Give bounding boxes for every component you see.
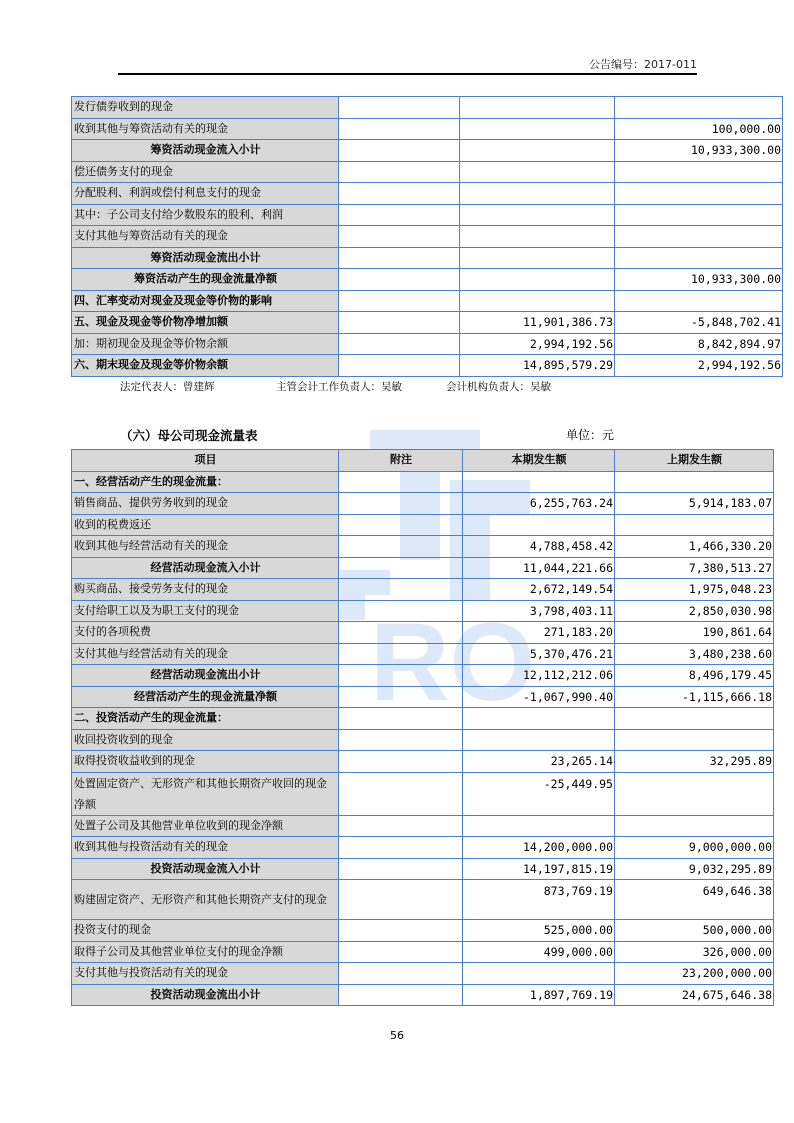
table-row bbox=[72, 579, 774, 601]
table-row bbox=[72, 247, 783, 269]
row-note bbox=[339, 941, 463, 963]
row-current-amount: -25,449.95 bbox=[463, 772, 615, 815]
row-current-amount bbox=[463, 815, 615, 837]
row-current-amount bbox=[463, 708, 615, 730]
row-current-amount: -1,067,990.40 bbox=[463, 686, 615, 708]
row-label: 发行债券收到的现金 bbox=[72, 97, 339, 119]
row-current-amount: 3,798,403.11 bbox=[463, 600, 615, 622]
row-note bbox=[339, 247, 460, 269]
table-row bbox=[72, 140, 783, 162]
header-note: 附注 bbox=[339, 450, 463, 472]
row-note bbox=[339, 557, 463, 579]
row-label: 经营活动现金流入小计 bbox=[72, 557, 339, 579]
table-row bbox=[72, 536, 774, 558]
row-previous-amount bbox=[615, 772, 774, 815]
row-previous-amount bbox=[615, 729, 774, 751]
table-row bbox=[72, 686, 774, 708]
row-label: 销售商品、提供劳务收到的现金 bbox=[72, 493, 339, 515]
table-row bbox=[72, 665, 774, 687]
row-previous-amount bbox=[615, 815, 774, 837]
row-current-amount bbox=[463, 963, 615, 985]
row-current-amount: 14,895,579.29 bbox=[460, 355, 615, 377]
row-note bbox=[339, 984, 463, 1006]
row-previous-amount: 10,933,300.00 bbox=[615, 140, 783, 162]
header-rule bbox=[118, 73, 697, 75]
row-note bbox=[339, 312, 460, 334]
table-row bbox=[72, 772, 774, 815]
row-previous-amount bbox=[615, 161, 783, 183]
row-label: 支付其他与经营活动有关的现金 bbox=[72, 643, 339, 665]
table-row bbox=[72, 226, 783, 248]
row-label: 支付的各项税费 bbox=[72, 622, 339, 644]
row-previous-amount bbox=[615, 471, 774, 493]
row-note bbox=[339, 161, 460, 183]
table-row bbox=[72, 355, 783, 377]
row-previous-amount: 1,975,048.23 bbox=[615, 579, 774, 601]
financing-cash-flow-table bbox=[71, 96, 783, 377]
row-note bbox=[339, 643, 463, 665]
row-note bbox=[339, 514, 463, 536]
header-previous: 上期发生额 bbox=[615, 450, 774, 472]
row-note bbox=[339, 183, 460, 205]
row-label: 取得投资收益收到的现金 bbox=[72, 751, 339, 773]
row-previous-amount bbox=[615, 226, 783, 248]
table-row bbox=[72, 183, 783, 205]
row-previous-amount: 2,850,030.98 bbox=[615, 600, 774, 622]
row-note bbox=[339, 536, 463, 558]
table-row bbox=[72, 557, 774, 579]
accounting-dept-head: 会计机构负责人：吴敏 bbox=[446, 381, 551, 393]
table-row bbox=[72, 269, 783, 291]
row-previous-amount: -1,115,666.18 bbox=[615, 686, 774, 708]
row-note bbox=[339, 772, 463, 815]
table-header-row bbox=[72, 450, 774, 472]
row-note bbox=[339, 708, 463, 730]
row-note bbox=[339, 471, 463, 493]
row-note bbox=[339, 880, 463, 920]
row-label: 投资支付的现金 bbox=[72, 920, 339, 942]
row-previous-amount: 10,933,300.00 bbox=[615, 269, 783, 291]
row-label: 处置固定资产、无形资产和其他长期资产收回的现金净额 bbox=[72, 772, 339, 815]
row-note bbox=[339, 920, 463, 942]
table-row bbox=[72, 708, 774, 730]
row-current-amount bbox=[463, 514, 615, 536]
row-previous-amount: 2,994,192.56 bbox=[615, 355, 783, 377]
row-current-amount: 2,672,149.54 bbox=[463, 579, 615, 601]
row-current-amount bbox=[460, 97, 615, 119]
row-current-amount: 14,200,000.00 bbox=[463, 837, 615, 859]
page-number: 56 bbox=[390, 1029, 404, 1042]
row-label: 处置子公司及其他营业单位收到的现金净额 bbox=[72, 815, 339, 837]
row-note bbox=[339, 665, 463, 687]
row-current-amount: 23,265.14 bbox=[463, 751, 615, 773]
table-row bbox=[72, 941, 774, 963]
row-label: 收回投资收到的现金 bbox=[72, 729, 339, 751]
row-label: 收到的税费返还 bbox=[72, 514, 339, 536]
row-previous-amount bbox=[615, 247, 783, 269]
row-label: 五、现金及现金等价物净增加额 bbox=[72, 312, 339, 334]
row-label: 偿还债务支付的现金 bbox=[72, 161, 339, 183]
row-note bbox=[339, 858, 463, 880]
row-current-amount bbox=[460, 247, 615, 269]
row-label: 二、投资活动产生的现金流量： bbox=[72, 708, 339, 730]
row-note bbox=[339, 290, 460, 312]
table-row bbox=[72, 312, 783, 334]
row-current-amount bbox=[460, 183, 615, 205]
row-note bbox=[339, 815, 463, 837]
row-current-amount: 11,044,221.66 bbox=[463, 557, 615, 579]
table-row bbox=[72, 97, 783, 119]
row-previous-amount bbox=[615, 290, 783, 312]
row-note bbox=[339, 140, 460, 162]
row-label: 其中：子公司支付给少数股东的股利、利润 bbox=[72, 204, 339, 226]
row-previous-amount: 9,000,000.00 bbox=[615, 837, 774, 859]
row-current-amount bbox=[460, 140, 615, 162]
row-previous-amount: 32,295.89 bbox=[615, 751, 774, 773]
unit-label: 单位：元 bbox=[566, 428, 615, 442]
row-current-amount: 525,000.00 bbox=[463, 920, 615, 942]
table-row bbox=[72, 984, 774, 1006]
row-note bbox=[339, 751, 463, 773]
row-previous-amount: 5,914,183.07 bbox=[615, 493, 774, 515]
row-current-amount bbox=[463, 471, 615, 493]
row-label: 经营活动产生的现金流量净额 bbox=[72, 686, 339, 708]
row-label: 一、经营活动产生的现金流量： bbox=[72, 471, 339, 493]
table-row bbox=[72, 514, 774, 536]
row-current-amount: 5,370,476.21 bbox=[463, 643, 615, 665]
row-note bbox=[339, 622, 463, 644]
row-current-amount: 271,183.20 bbox=[463, 622, 615, 644]
row-label: 四、汇率变动对现金及现金等价物的影响 bbox=[72, 290, 339, 312]
row-note bbox=[339, 837, 463, 859]
row-label: 筹资活动现金流出小计 bbox=[72, 247, 339, 269]
table-row bbox=[72, 622, 774, 644]
table-row bbox=[72, 290, 783, 312]
row-current-amount bbox=[463, 729, 615, 751]
row-previous-amount: 8,496,179.45 bbox=[615, 665, 774, 687]
row-current-amount: 2,994,192.56 bbox=[460, 333, 615, 355]
table-row bbox=[72, 161, 783, 183]
row-previous-amount: 326,000.00 bbox=[615, 941, 774, 963]
row-current-amount bbox=[460, 290, 615, 312]
table-row bbox=[72, 751, 774, 773]
watermark-text: RO bbox=[370, 601, 535, 710]
row-label: 支付其他与筹资活动有关的现金 bbox=[72, 226, 339, 248]
row-note bbox=[339, 493, 463, 515]
table-row bbox=[72, 118, 783, 140]
row-current-amount: 4,788,458.42 bbox=[463, 536, 615, 558]
table-row bbox=[72, 837, 774, 859]
row-previous-amount: 100,000.00 bbox=[615, 118, 783, 140]
row-previous-amount: 24,675,646.38 bbox=[615, 984, 774, 1006]
row-note bbox=[339, 600, 463, 622]
table-row bbox=[72, 204, 783, 226]
table-row bbox=[72, 333, 783, 355]
header-current: 本期发生额 bbox=[463, 450, 615, 472]
row-current-amount: 1,897,769.19 bbox=[463, 984, 615, 1006]
row-label: 取得子公司及其他营业单位支付的现金净额 bbox=[72, 941, 339, 963]
table-row bbox=[72, 920, 774, 942]
row-note bbox=[339, 333, 460, 355]
row-label: 投资活动现金流入小计 bbox=[72, 858, 339, 880]
row-label: 支付给职工以及为职工支付的现金 bbox=[72, 600, 339, 622]
row-current-amount: 14,197,815.19 bbox=[463, 858, 615, 880]
section-title: （六）母公司现金流量表 bbox=[120, 428, 258, 443]
row-previous-amount: 500,000.00 bbox=[615, 920, 774, 942]
row-current-amount: 12,112,212.06 bbox=[463, 665, 615, 687]
row-note bbox=[339, 355, 460, 377]
row-previous-amount bbox=[615, 204, 783, 226]
table-row bbox=[72, 471, 774, 493]
table-row bbox=[72, 815, 774, 837]
row-label: 经营活动现金流出小计 bbox=[72, 665, 339, 687]
row-current-amount: 11,901,386.73 bbox=[460, 312, 615, 334]
row-previous-amount: 3,480,238.60 bbox=[615, 643, 774, 665]
row-previous-amount bbox=[615, 183, 783, 205]
row-label: 分配股利、利润或偿付利息支付的现金 bbox=[72, 183, 339, 205]
table-row bbox=[72, 880, 774, 920]
table-row bbox=[72, 963, 774, 985]
row-note bbox=[339, 963, 463, 985]
row-previous-amount: 190,861.64 bbox=[615, 622, 774, 644]
row-note bbox=[339, 118, 460, 140]
row-current-amount: 6,255,763.24 bbox=[463, 493, 615, 515]
row-current-amount: 873,769.19 bbox=[463, 880, 615, 920]
row-label: 投资活动现金流出小计 bbox=[72, 984, 339, 1006]
row-previous-amount: -5,848,702.41 bbox=[615, 312, 783, 334]
parent-cash-flow-table bbox=[71, 449, 774, 1006]
row-label: 支付其他与投资活动有关的现金 bbox=[72, 963, 339, 985]
row-label: 加：期初现金及现金等价物余额 bbox=[72, 333, 339, 355]
row-previous-amount bbox=[615, 708, 774, 730]
row-note bbox=[339, 269, 460, 291]
row-previous-amount: 1,466,330.20 bbox=[615, 536, 774, 558]
row-label: 收到其他与经营活动有关的现金 bbox=[72, 536, 339, 558]
row-current-amount bbox=[460, 161, 615, 183]
row-label: 筹资活动产生的现金流量净额 bbox=[72, 269, 339, 291]
row-previous-amount: 9,032,295.89 bbox=[615, 858, 774, 880]
row-note bbox=[339, 686, 463, 708]
row-current-amount: 499,000.00 bbox=[463, 941, 615, 963]
table-row bbox=[72, 729, 774, 751]
row-previous-amount bbox=[615, 514, 774, 536]
accounting-head: 主管会计工作负责人：吴敏 bbox=[276, 381, 402, 393]
legal-representative: 法定代表人：曾建辉 bbox=[120, 381, 215, 393]
row-label: 收到其他与投资活动有关的现金 bbox=[72, 837, 339, 859]
row-note bbox=[339, 97, 460, 119]
header-item: 项目 bbox=[72, 450, 339, 472]
row-current-amount bbox=[460, 204, 615, 226]
row-previous-amount: 649,646.38 bbox=[615, 880, 774, 920]
table-row bbox=[72, 600, 774, 622]
table-row bbox=[72, 643, 774, 665]
row-previous-amount: 8,842,894.97 bbox=[615, 333, 783, 355]
row-current-amount bbox=[460, 269, 615, 291]
row-label: 购买商品、接受劳务支付的现金 bbox=[72, 579, 339, 601]
row-note bbox=[339, 729, 463, 751]
row-current-amount bbox=[460, 118, 615, 140]
row-label: 筹资活动现金流入小计 bbox=[72, 140, 339, 162]
row-current-amount bbox=[460, 226, 615, 248]
row-note bbox=[339, 226, 460, 248]
row-label: 收到其他与筹资活动有关的现金 bbox=[72, 118, 339, 140]
row-label: 六、期末现金及现金等价物余额 bbox=[72, 355, 339, 377]
row-label: 购建固定资产、无形资产和其他长期资产支付的现金 bbox=[72, 880, 339, 920]
row-note bbox=[339, 579, 463, 601]
table-row bbox=[72, 493, 774, 515]
row-previous-amount bbox=[615, 97, 783, 119]
row-previous-amount: 23,200,000.00 bbox=[615, 963, 774, 985]
row-note bbox=[339, 204, 460, 226]
table-row bbox=[72, 858, 774, 880]
row-previous-amount: 7,380,513.27 bbox=[615, 557, 774, 579]
announcement-number: 公告编号：2017-011 bbox=[589, 58, 697, 71]
